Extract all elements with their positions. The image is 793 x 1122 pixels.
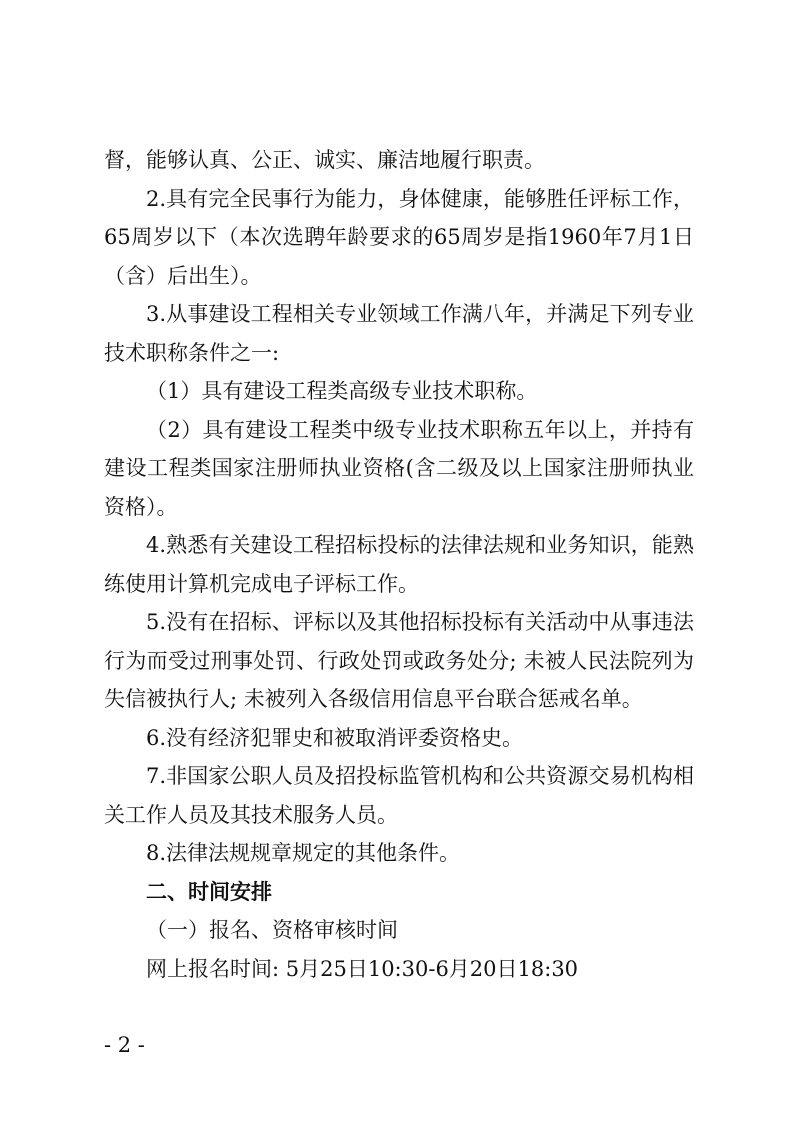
paragraph-condition-5: 5.没有在招标、评标以及其他招标投标有关活动中从事违法行为而受过刑事处罚、行政处罚或政务处分; 未被人民法院列为失信被执行人; 未被列入各级信用信息平台联合惩戒名单。 xyxy=(104,610,694,711)
paragraph-condition-8: 8.法律法规规章规定的其他条件。 xyxy=(146,841,461,865)
paragraph-registration-time: 网上报名时间: 5月25日10:30-6月20日18:30 xyxy=(146,956,579,981)
body-text xyxy=(104,141,694,988)
paragraph-condition-7: 7.非国家公职人员及招投标监管机构和公共资源交易机构相关工作人员及其技术服务人员。 xyxy=(104,764,694,827)
paragraph-condition-2: 2.具有完全民事行为能力，身体健康，能够胜任评标工作，65周岁以下（本次选聘年龄要求的65周岁是指1960年7月1日（含）后出生）。 xyxy=(104,186,694,288)
paragraph-condition-3-1: （1）具有建设工程类高级专业技术职称。 xyxy=(146,379,538,403)
subsection-heading-registration: （一）报名、资格审核时间 xyxy=(146,918,398,942)
paragraph-condition-4: 4.熟悉有关建设工程招标投标的法律法规和业务知识，能熟练使用计算机完成电子评标工作。 xyxy=(104,533,694,596)
paragraph-continuation: 督，能够认真、公正、诚实、廉洁地履行职责。 xyxy=(104,148,545,172)
section-heading-schedule: 二、时间安排 xyxy=(146,879,272,904)
paragraph-condition-3-2: （2）具有建设工程类中级专业技术职称五年以上，并持有建设工程类国家注册师执业资格(含二级及以上国家注册师执业资格）。 xyxy=(104,417,694,519)
paragraph-condition-3: 3.从事建设工程相关专业领域工作满八年，并满足下列专业技术职称条件之一: xyxy=(104,302,694,365)
paragraph-condition-6: 6.没有经济犯罪史和被取消评委资格史。 xyxy=(146,725,524,750)
page-number: - 2 - xyxy=(104,1033,145,1057)
